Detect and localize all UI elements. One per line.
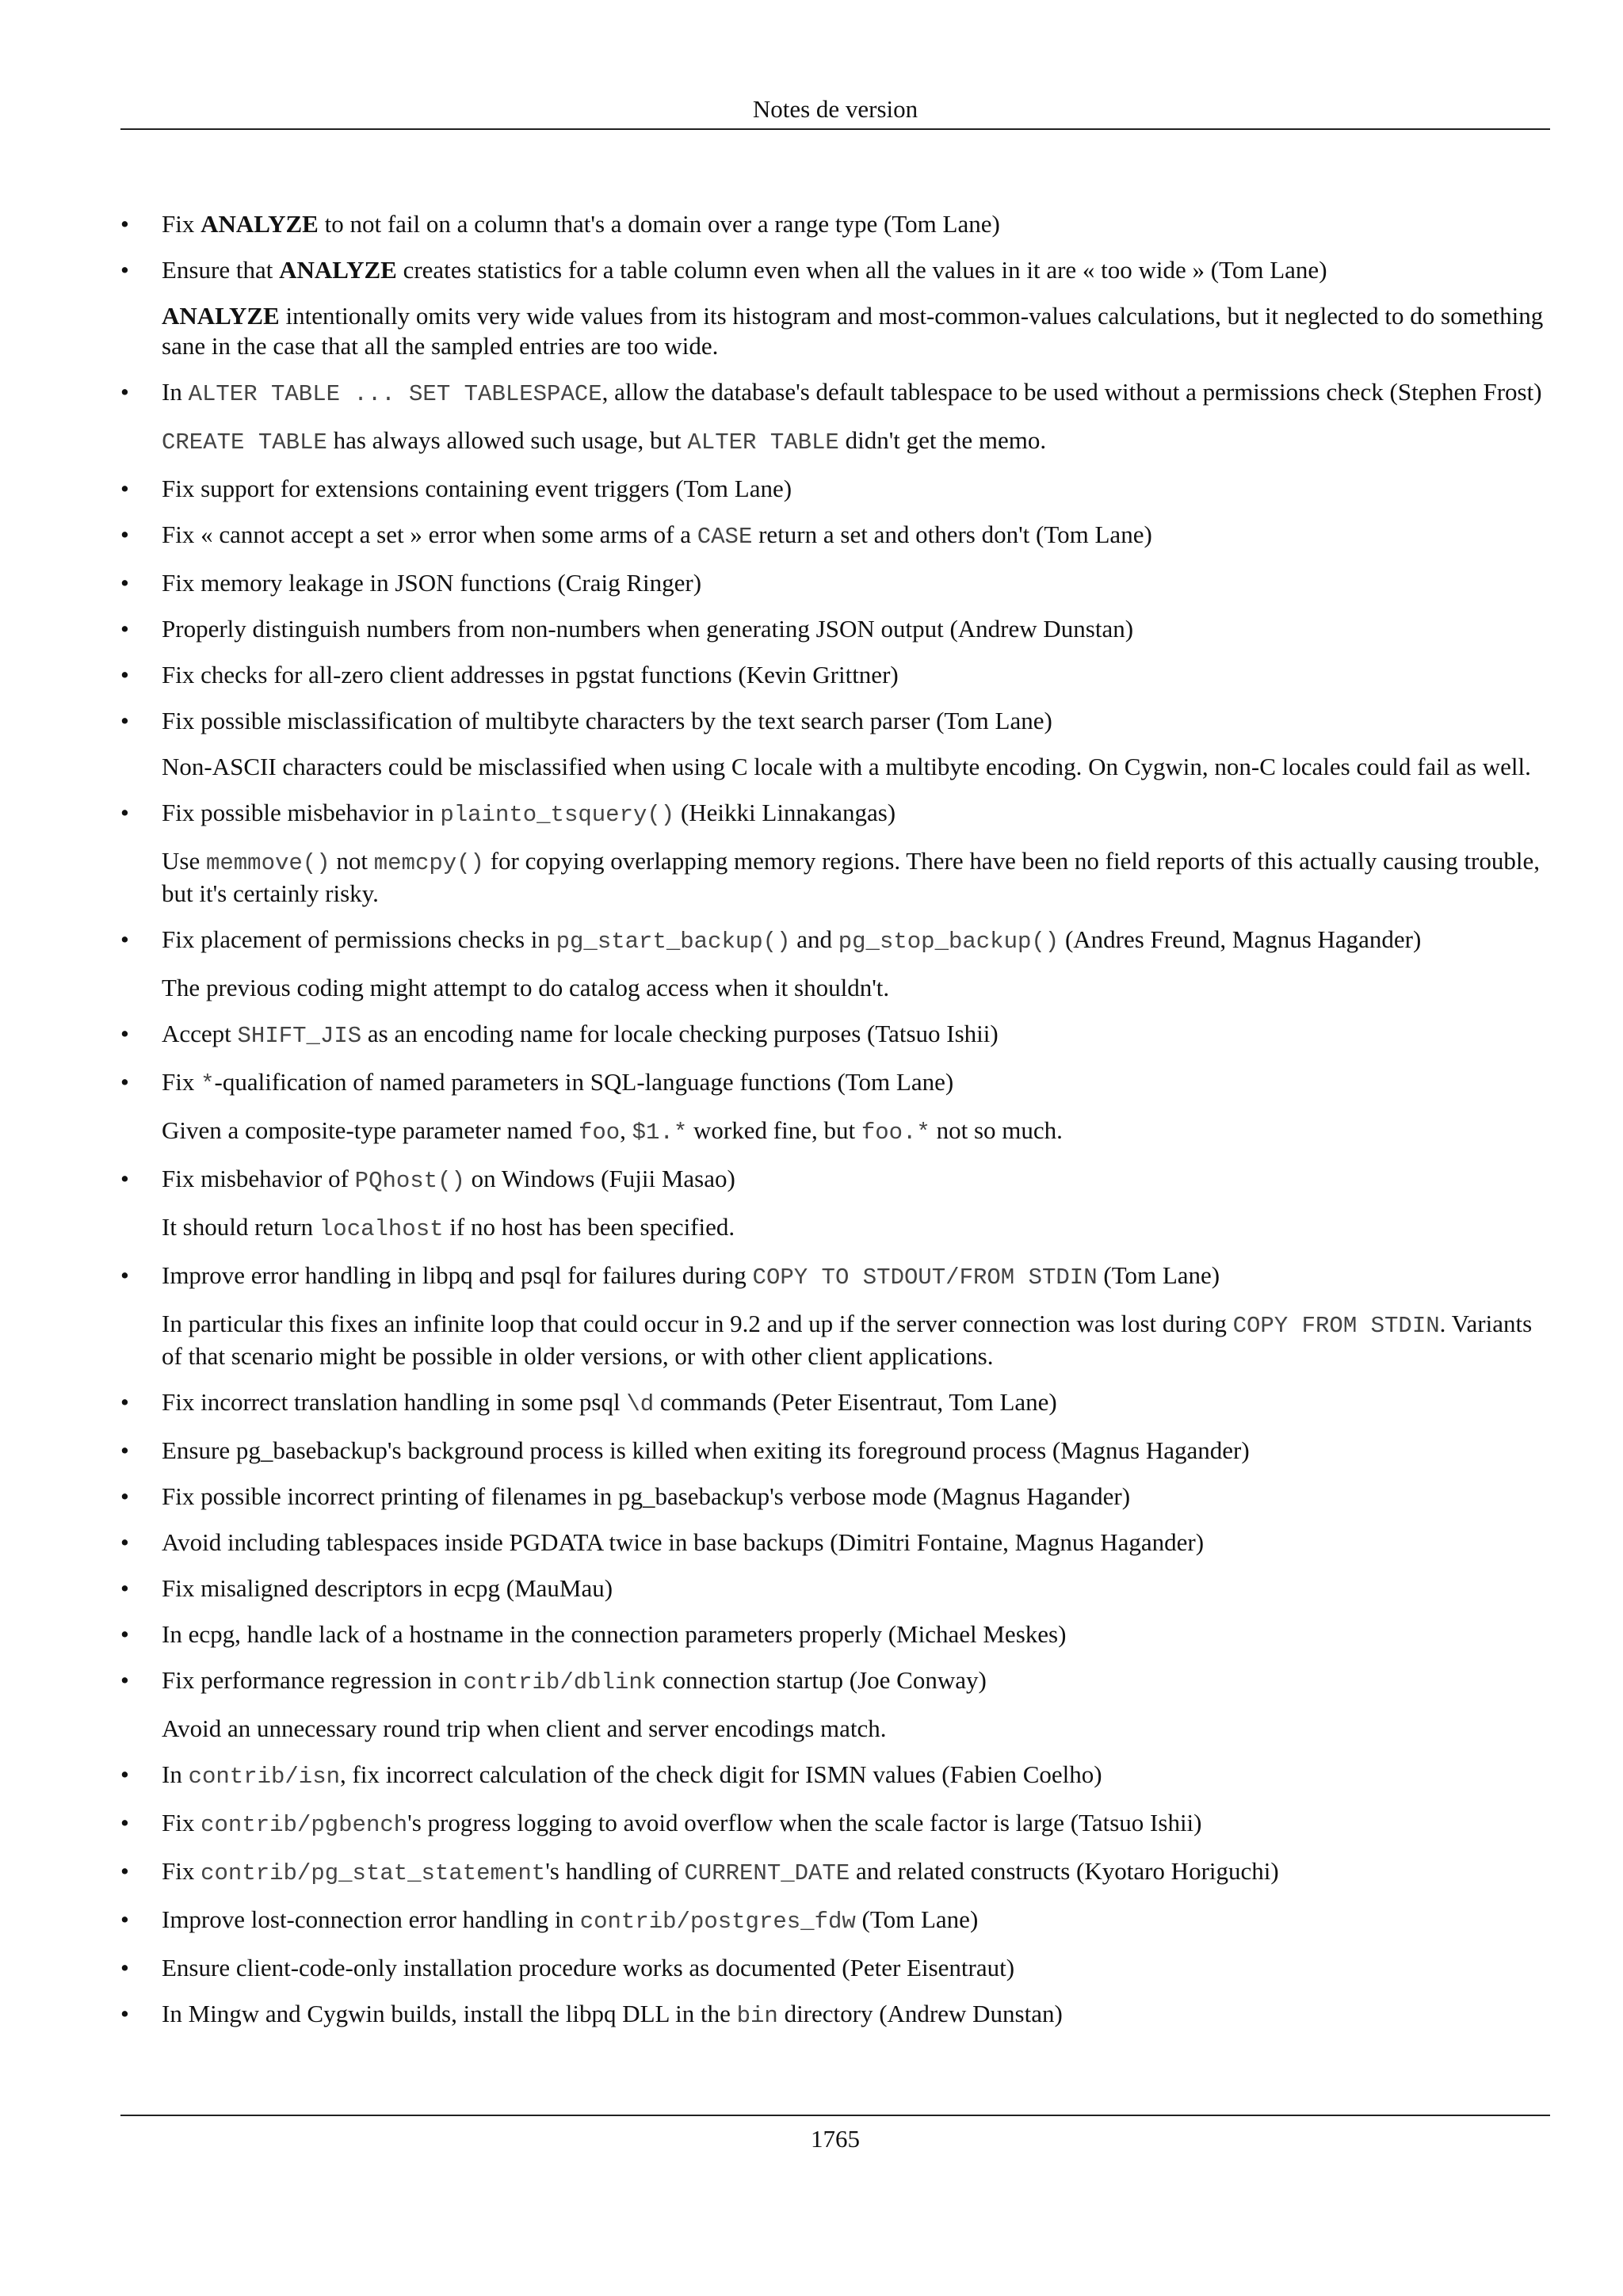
item-note xyxy=(162,425,1550,458)
item-text xyxy=(162,1019,1550,1051)
item-text xyxy=(162,1261,1550,1293)
text-segment: (Tom Lane) xyxy=(855,1905,979,1933)
code-literal: memcpy() xyxy=(373,850,484,876)
item-text xyxy=(162,1527,1550,1558)
bullet-icon: • xyxy=(120,1620,129,1648)
text-segment: Fix possible misclassification of multibyte characters by the text search parser (Tom Lane) xyxy=(162,707,1052,734)
text-segment: has always allowed such usage, but xyxy=(327,426,688,454)
list-item xyxy=(120,1953,1550,1983)
list-item xyxy=(120,1856,1550,1889)
text-segment: In Mingw and Cygwin builds, install the libpq DLL in the xyxy=(162,2000,737,2027)
code-literal: ALTER TABLE xyxy=(687,429,839,456)
code-literal: pg_start_backup() xyxy=(556,929,791,955)
text-segment: In xyxy=(162,378,189,406)
list-item xyxy=(120,925,1550,1003)
item-note xyxy=(162,1212,1550,1245)
list-item xyxy=(120,706,1550,782)
list-item xyxy=(120,1164,1550,1245)
item-text xyxy=(162,1573,1550,1604)
code-literal: CASE xyxy=(697,524,753,550)
page-number: 1765 xyxy=(811,2125,860,2153)
list-item xyxy=(120,474,1550,504)
bullet-icon: • xyxy=(120,1528,129,1556)
item-text xyxy=(162,255,1550,285)
text-segment: to not fail on a column that's a domain over a range type (Tom Lane) xyxy=(318,210,1000,238)
code-literal: COPY TO STDOUT/FROM STDIN xyxy=(752,1264,1098,1291)
text-segment: Ensure that xyxy=(162,256,280,284)
bullet-icon: • xyxy=(120,1954,129,1981)
text-segment: Accept xyxy=(162,1020,238,1047)
text-segment: and xyxy=(790,925,838,953)
text-segment: Fix xyxy=(162,1809,201,1836)
text-segment: Fix memory leakage in JSON functions (Craig Ringer) xyxy=(162,569,702,597)
text-segment: . Variants of that scenario might be possible in older versions, or with other client applications. xyxy=(162,1310,1533,1370)
bullet-icon: • xyxy=(120,521,129,548)
item-text xyxy=(162,474,1550,504)
text-segment: worked fine, but xyxy=(687,1116,861,1144)
bullet-icon: • xyxy=(120,1482,129,1510)
item-note xyxy=(162,1116,1550,1148)
code-literal: contrib/pg_stat_statement xyxy=(200,1860,546,1886)
text-segment: Ensure pg_basebackup's background process is killed when exiting its foreground process (Magnus Hagander) xyxy=(162,1436,1250,1464)
release-notes-list xyxy=(120,209,1550,2047)
item-note xyxy=(162,846,1550,909)
text-segment: Fix support for extensions containing event triggers (Tom Lane) xyxy=(162,475,792,502)
item-text xyxy=(162,520,1550,552)
code-literal: CREATE TABLE xyxy=(162,429,327,456)
code-literal: memmove() xyxy=(205,850,330,876)
bold-term: ANALYZE xyxy=(162,302,280,330)
code-literal: foo xyxy=(578,1119,621,1146)
item-text xyxy=(162,1905,1550,1937)
text-segment: Ensure client-code-only installation procedure works as documented (Peter Eisentraut) xyxy=(162,1954,1015,1981)
code-literal: contrib/dblink xyxy=(463,1669,657,1695)
item-text xyxy=(162,209,1550,239)
bold-term: ANALYZE xyxy=(279,256,397,284)
code-literal: $1.* xyxy=(632,1119,688,1146)
list-item xyxy=(120,614,1550,644)
list-item xyxy=(120,568,1550,598)
list-item xyxy=(120,255,1550,361)
code-literal: SHIFT_JIS xyxy=(237,1023,362,1049)
item-text xyxy=(162,377,1550,410)
text-segment: on Windows (Fujii Masao) xyxy=(464,1165,735,1192)
bullet-icon: • xyxy=(120,925,129,953)
item-text xyxy=(162,1856,1550,1889)
code-literal: bin xyxy=(736,2003,778,2029)
item-text xyxy=(162,1665,1550,1698)
text-segment: return a set and others don't (Tom Lane) xyxy=(752,521,1152,548)
item-text xyxy=(162,660,1550,690)
footer-rule xyxy=(120,2115,1550,2116)
list-item xyxy=(120,520,1550,552)
text-segment: Fix xyxy=(162,1068,201,1096)
bullet-icon: • xyxy=(120,1666,129,1694)
item-text xyxy=(162,798,1550,830)
list-item xyxy=(120,1387,1550,1420)
text-segment: connection startup (Joe Conway) xyxy=(656,1666,987,1694)
item-note xyxy=(162,1309,1550,1371)
bullet-icon: • xyxy=(120,615,129,643)
text-segment: as an encoding name for locale checking purposes (Tatsuo Ishii) xyxy=(361,1020,999,1047)
item-text xyxy=(162,1619,1550,1650)
text-segment: if no host has been specified. xyxy=(443,1213,735,1241)
text-segment: It should return xyxy=(162,1213,319,1241)
item-text xyxy=(162,925,1550,957)
code-literal: contrib/isn xyxy=(188,1764,341,1790)
code-literal: contrib/pgbench xyxy=(200,1812,408,1838)
item-text xyxy=(162,1482,1550,1512)
item-note xyxy=(162,973,1550,1003)
item-text xyxy=(162,1999,1550,2031)
item-note xyxy=(162,301,1550,361)
text-segment: Fix checks for all-zero client addresses in pgstat functions (Kevin Grittner) xyxy=(162,661,899,688)
code-literal: PQhost() xyxy=(354,1168,465,1194)
text-segment: 's handling of xyxy=(545,1857,685,1885)
text-segment: Fix possible incorrect printing of filenames in pg_basebackup's verbose mode (Magnus Hagander) xyxy=(162,1482,1131,1510)
text-segment: Use xyxy=(162,847,206,875)
bullet-icon: • xyxy=(120,475,129,502)
bullet-icon: • xyxy=(120,2000,129,2027)
list-item xyxy=(120,377,1550,458)
bullet-icon: • xyxy=(120,1165,129,1192)
list-item xyxy=(120,1905,1550,1937)
list-item xyxy=(120,1436,1550,1466)
text-segment: The previous coding might attempt to do catalog access when it shouldn't. xyxy=(162,974,890,1001)
list-item xyxy=(120,798,1550,909)
text-segment: 's progress logging to avoid overflow when the scale factor is large (Tatsuo Ishii) xyxy=(407,1809,1202,1836)
text-segment: , fix incorrect calculation of the check digit for ISMN values (Fabien Coelho) xyxy=(340,1760,1102,1788)
text-segment: for copying overlapping memory regions. There have been no field reports of this actually causing trouble, but it's certainly risky. xyxy=(162,847,1540,907)
list-item xyxy=(120,1067,1550,1148)
bullet-icon: • xyxy=(120,1905,129,1933)
text-segment: Improve error handling in libpq and psql for failures during xyxy=(162,1261,753,1289)
list-item xyxy=(120,1482,1550,1512)
text-segment: Fix possible misbehavior in xyxy=(162,799,441,826)
text-segment: Properly distinguish numbers from non-numbers when generating JSON output (Andrew Dunstan) xyxy=(162,615,1134,643)
text-segment: In xyxy=(162,1760,189,1788)
bullet-icon: • xyxy=(120,210,129,238)
bullet-icon: • xyxy=(120,799,129,826)
text-segment: directory (Andrew Dunstan) xyxy=(777,2000,1063,2027)
item-note xyxy=(162,752,1550,782)
list-item xyxy=(120,1760,1550,1792)
text-segment: Fix « cannot accept a set » error when some arms of a xyxy=(162,521,697,548)
text-segment: didn't get the memo. xyxy=(838,426,1047,454)
bullet-icon: • xyxy=(120,1388,129,1416)
list-item xyxy=(120,1808,1550,1840)
text-segment: not xyxy=(330,847,374,875)
text-segment: and related constructs (Kyotaro Horiguchi) xyxy=(850,1857,1279,1885)
header-rule xyxy=(120,128,1550,130)
bullet-icon: • xyxy=(120,1857,129,1885)
list-item xyxy=(120,1999,1550,2031)
list-item xyxy=(120,1573,1550,1604)
text-segment: Fix xyxy=(162,210,201,238)
item-text xyxy=(162,1760,1550,1792)
item-text xyxy=(162,1436,1550,1466)
item-text xyxy=(162,1164,1550,1196)
item-text xyxy=(162,614,1550,644)
text-segment: not so much. xyxy=(930,1116,1063,1144)
bullet-icon: • xyxy=(120,1574,129,1602)
bold-term: ANALYZE xyxy=(200,210,319,238)
bullet-icon: • xyxy=(120,1020,129,1047)
bullet-icon: • xyxy=(120,569,129,597)
code-literal: localhost xyxy=(319,1216,444,1242)
text-segment: Fix xyxy=(162,1857,201,1885)
bullet-icon: • xyxy=(120,1809,129,1836)
code-literal: * xyxy=(200,1071,215,1097)
list-item xyxy=(120,1619,1550,1650)
text-segment: (Heikki Linnakangas) xyxy=(674,799,896,826)
text-segment: intentionally omits very wide values from its histogram and most-common-values calculations, but it neglected to do something sane in the case that all the sampled entries are too wide. xyxy=(162,302,1544,360)
text-segment: (Andres Freund, Magnus Hagander) xyxy=(1059,925,1422,953)
list-item xyxy=(120,1527,1550,1558)
bullet-icon: • xyxy=(120,378,129,406)
bullet-icon: • xyxy=(120,1261,129,1289)
item-text xyxy=(162,1953,1550,1983)
text-segment: In particular this fixes an infinite loop that could occur in 9.2 and up if the server connection was lost during xyxy=(162,1310,1233,1337)
list-item xyxy=(120,660,1550,690)
list-item xyxy=(120,1665,1550,1744)
text-segment: Avoid including tablespaces inside PGDATA twice in base backups (Dimitri Fontaine, Magnus Hagander) xyxy=(162,1528,1205,1556)
text-segment: In ecpg, handle lack of a hostname in the connection parameters properly (Michael Meskes) xyxy=(162,1620,1067,1648)
text-segment: Fix incorrect translation handling in some psql xyxy=(162,1388,627,1416)
item-text xyxy=(162,1387,1550,1420)
list-item xyxy=(120,209,1550,239)
text-segment: Fix placement of permissions checks in xyxy=(162,925,556,953)
item-note xyxy=(162,1714,1550,1744)
text-segment: , allow the database's default tablespace to be used without a permissions check (Stephen Frost) xyxy=(601,378,1542,406)
item-text xyxy=(162,1067,1550,1100)
code-literal: ALTER TABLE ... SET TABLESPACE xyxy=(188,381,602,407)
text-segment: Fix misbehavior of xyxy=(162,1165,355,1192)
text-segment: commands (Peter Eisentraut, Tom Lane) xyxy=(654,1388,1057,1416)
text-segment: , xyxy=(620,1116,632,1144)
bullet-icon: • xyxy=(120,661,129,688)
text-segment: Fix performance regression in xyxy=(162,1666,464,1694)
text-segment: Given a composite-type parameter named xyxy=(162,1116,579,1144)
item-text xyxy=(162,706,1550,736)
list-item xyxy=(120,1019,1550,1051)
code-literal: pg_stop_backup() xyxy=(838,929,1060,955)
item-text xyxy=(162,1808,1550,1840)
bullet-icon: • xyxy=(120,1068,129,1096)
code-literal: COPY FROM STDIN xyxy=(1232,1313,1440,1339)
code-literal: contrib/postgres_fdw xyxy=(579,1909,856,1935)
page-header-title: Notes de version xyxy=(752,95,918,123)
bullet-icon: • xyxy=(120,1436,129,1464)
item-text xyxy=(162,568,1550,598)
code-literal: foo.* xyxy=(861,1119,930,1146)
text-segment: Non-ASCII characters could be misclassified when using C locale with a multibyte encoding. On Cygwin, non-C locales could fail as well. xyxy=(162,753,1531,780)
list-item xyxy=(120,1261,1550,1371)
code-literal: CURRENT_DATE xyxy=(684,1860,850,1886)
text-segment: Fix misaligned descriptors in ecpg (MauMau) xyxy=(162,1574,613,1602)
text-segment: (Tom Lane) xyxy=(1097,1261,1220,1289)
code-literal: \d xyxy=(626,1391,655,1417)
code-literal: plainto_tsquery() xyxy=(440,802,675,828)
bullet-icon: • xyxy=(120,256,129,284)
text-segment: -qualification of named parameters in SQL-language functions (Tom Lane) xyxy=(214,1068,954,1096)
text-segment: creates statistics for a table column even when all the values in it are « too wide » (Tom Lane) xyxy=(396,256,1327,284)
text-segment: Avoid an unnecessary round trip when client and server encodings match. xyxy=(162,1714,887,1742)
bullet-icon: • xyxy=(120,707,129,734)
bullet-icon: • xyxy=(120,1760,129,1788)
text-segment: Improve lost-connection error handling in xyxy=(162,1905,580,1933)
